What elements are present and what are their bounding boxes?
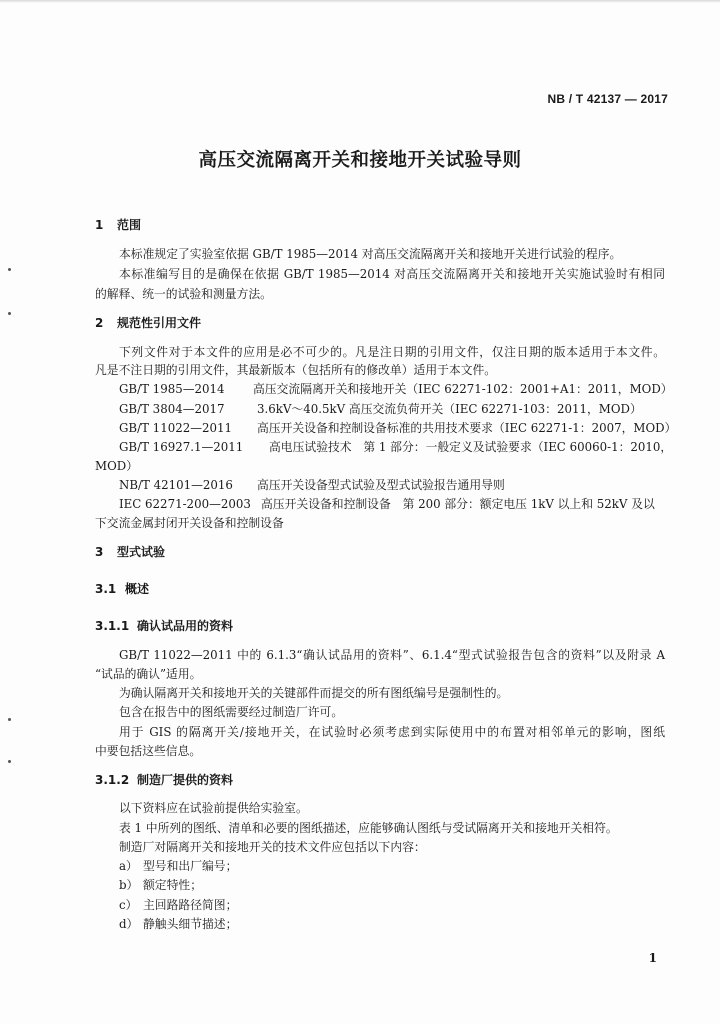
reference-continuation: 下交流金属封闭开关设备和控制设备 [95, 516, 284, 530]
list-item [119, 916, 237, 932]
paragraph-line: GB/T 11022—2011 中的 6.1.3“确认试品用的资料”、6.1.4“型式试验报告包含的资料”以及附录 A [119, 648, 665, 662]
reference-code: GB/T 1985—2014 [119, 382, 225, 396]
list-item [119, 858, 237, 874]
reference-continuation: MOD） [95, 459, 139, 473]
list-label: d） [119, 917, 139, 931]
reference-title: 高电压试验技术 第 1 部分：一般定义及试验要求（IEC 60060-1：2010， [269, 440, 673, 454]
section-title: 规范性引用文件 [117, 316, 202, 330]
paragraph-line: 下列文件对于本文件的应用是必不可少的。凡是注日期的引用文件，仅注日期的版本适用于本文件。 [119, 345, 665, 359]
list-text: 静触头细节描述； [143, 917, 238, 931]
paragraph: 表 1 中所列的图纸、清单和必要的图纸描述，应能够确认图纸与受试隔离开关和接地开关相符。 [119, 821, 618, 835]
scan-mark [8, 718, 11, 721]
section-3-1-1-heading [95, 617, 233, 634]
reference-code: GB/T 16927.1—2011 [119, 440, 244, 454]
scan-edge [0, 0, 720, 3]
list-label: c） [119, 898, 138, 912]
list-label: b） [119, 878, 139, 892]
reference-title: 高压开关设备和控制设备 第 200 部分：额定电压 1kV 以上和 52kV 及以 [261, 497, 655, 511]
scan-mark [8, 268, 11, 271]
paragraph-line: “试品的确认”适用。 [95, 667, 202, 681]
list-item [119, 897, 237, 913]
scan-mark [8, 312, 11, 315]
document-title: 高压交流隔离开关和接地开关试验导则 [198, 150, 522, 171]
paragraph-line: 用于 GIS 的隔离开关/接地开关，在试验时必须考虑到实际使用中的布置对相邻单元的影响，图纸 [119, 725, 665, 739]
reference-code: IEC 62271-200—2003 [119, 497, 251, 511]
section-2-heading [95, 314, 201, 331]
section-title: 制造厂提供的资料 [137, 773, 234, 787]
paragraph: 为确认隔离开关和接地开关的关键部件而提交的所有图纸编号是强制性的。 [119, 686, 509, 700]
paragraph: 包含在报告中的图纸需要经过制造厂许可。 [119, 705, 344, 719]
reference-item [119, 477, 505, 493]
paragraph-line: 本标准编写目的是确保在依据 GB/T 1985—2014 对高压交流隔离开关和接地开关实施试验时有相同 [119, 267, 665, 281]
reference-item [119, 496, 655, 512]
list-item [119, 877, 202, 893]
section-title: 范围 [117, 218, 142, 232]
section-number: 3.1 [95, 582, 117, 596]
section-number: 1 [95, 218, 104, 232]
paragraph-line: 的解释、统一的试验和测量方法。 [95, 287, 272, 301]
reference-title: 高压开关设备和控制设备标准的共用技术要求（IEC 62271-1：2007，MOD） [257, 421, 677, 435]
paragraph-line: 凡是不注日期的引用文件，其最新版本（包括所有的修改单）适用于本文件。 [95, 363, 497, 377]
scan-mark [8, 760, 11, 763]
section-number: 3.1.1 [95, 619, 130, 633]
reference-code: GB/T 11022—2011 [119, 421, 233, 435]
section-title: 概述 [125, 582, 150, 596]
reference-code: GB/T 3804—2017 [119, 402, 225, 416]
paragraph-line: 中要包括这些信息。 [95, 744, 202, 758]
paragraph: 制造厂对隔离开关和接地开关的技术文件应包括以下内容： [119, 840, 426, 854]
standard-number: NB / T 42137 — 2017 [547, 92, 668, 106]
paragraph: 以下资料应在试验前提供给实验室。 [119, 801, 308, 815]
list-text: 额定特性； [143, 878, 202, 892]
section-3-heading [95, 543, 165, 560]
section-title: 型式试验 [117, 545, 166, 559]
paragraph: 本标准规定了实验室依据 GB/T 1985—2014 对高压交流隔离开关和接地开关进行试验的程序。 [119, 247, 622, 261]
section-1-heading [95, 216, 141, 233]
reference-code: NB/T 42101—2016 [119, 478, 233, 492]
section-title: 确认试品用的资料 [137, 619, 234, 633]
reference-title: 高压交流隔离开关和接地开关（IEC 62271-102：2001+A1：2011，MOD） [253, 382, 673, 396]
section-3-1-2-heading [95, 771, 233, 788]
section-3-1-heading [95, 580, 149, 597]
list-text: 主回路路径简图； [143, 898, 238, 912]
reference-title: 3.6kV～40.5kV 高压交流负荷开关（IEC 62271-103：2011，MOD） [257, 402, 642, 416]
page-number: 1 [648, 951, 657, 965]
reference-title: 高压开关设备型式试验及型式试验报告通用导则 [257, 478, 505, 492]
section-number: 2 [95, 316, 104, 330]
reference-item [119, 401, 642, 417]
reference-item [119, 420, 676, 436]
section-number: 3.1.2 [95, 773, 130, 787]
reference-item [119, 381, 673, 397]
list-label: a） [119, 859, 138, 873]
list-text: 型号和出厂编号； [143, 859, 238, 873]
section-number: 3 [95, 545, 104, 559]
reference-item [119, 439, 672, 455]
